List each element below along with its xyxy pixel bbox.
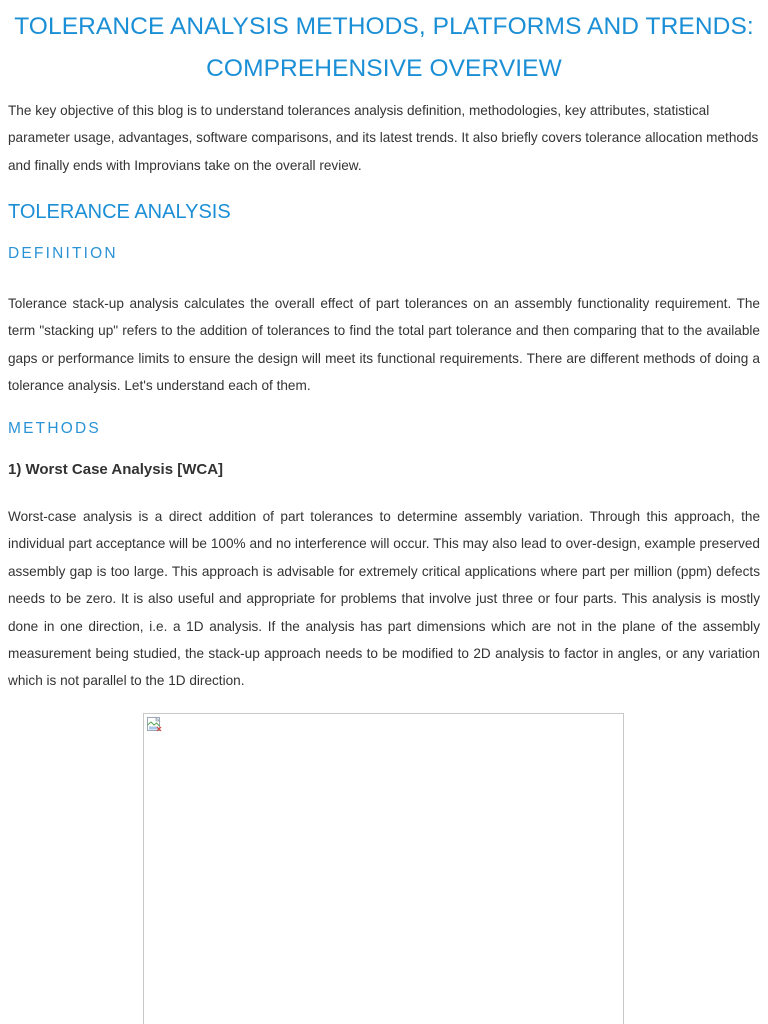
broken-image-icon xyxy=(146,716,162,732)
definition-paragraph: Tolerance stack-up analysis calculates the overall effect of part tolerances on an assembly functionality requirement. The term "stacking up" refers to the addition of tolerances to find the total part tolerance and then comparing that to the available gaps or performance limits to ensure the design will meet its functional requirements. There are different methods of doing a tolerance analysis. Let's understand each of them. xyxy=(8,296,760,394)
article-title: TOLERANCE ANALYSIS METHODS, PLATFORMS AND TRENDS: COMPREHENSIVE OVERVIEW xyxy=(14,13,754,82)
method-heading-worst-case: 1) Worst Case Analysis [WCA] xyxy=(8,461,224,478)
section-heading-tolerance-analysis: TOLERANCE ANALYSIS xyxy=(8,201,231,223)
intro-paragraph: The key objective of this blog is to understand tolerances analysis definition, methodologies, key attributes, statistical parameter usage, advantages, software comparisons, and its latest trends. It also briefly covers tolerance allocation methods and finally ends with Improvians take on the overall review. xyxy=(8,103,759,173)
figure-placeholder xyxy=(143,713,624,1024)
subheading-definition: DEFINITION xyxy=(8,245,118,262)
subheading-methods: METHODS xyxy=(8,420,101,437)
worst-case-paragraph: Worst-case analysis is a direct addition of part tolerances to determine assembly variation. Through this approach, the individual part acceptance will be 100% and no interference will occur. This may also lead to over-design, example preserved assembly gap is too large. This approach is advisable for extremely critical applications where part per million (ppm) defects needs to be zero. It is also useful and appropriate for problems that involve just three or four parts. This analysis is mostly done in one direction, i.e. a 1D analysis. If the analysis has part dimensions which are not in the plane of the assembly measurement being studied, the stack-up approach needs to be modified to 2D analysis to factor in angles, or any variation which is not parallel to the 1D direction. xyxy=(8,509,760,689)
